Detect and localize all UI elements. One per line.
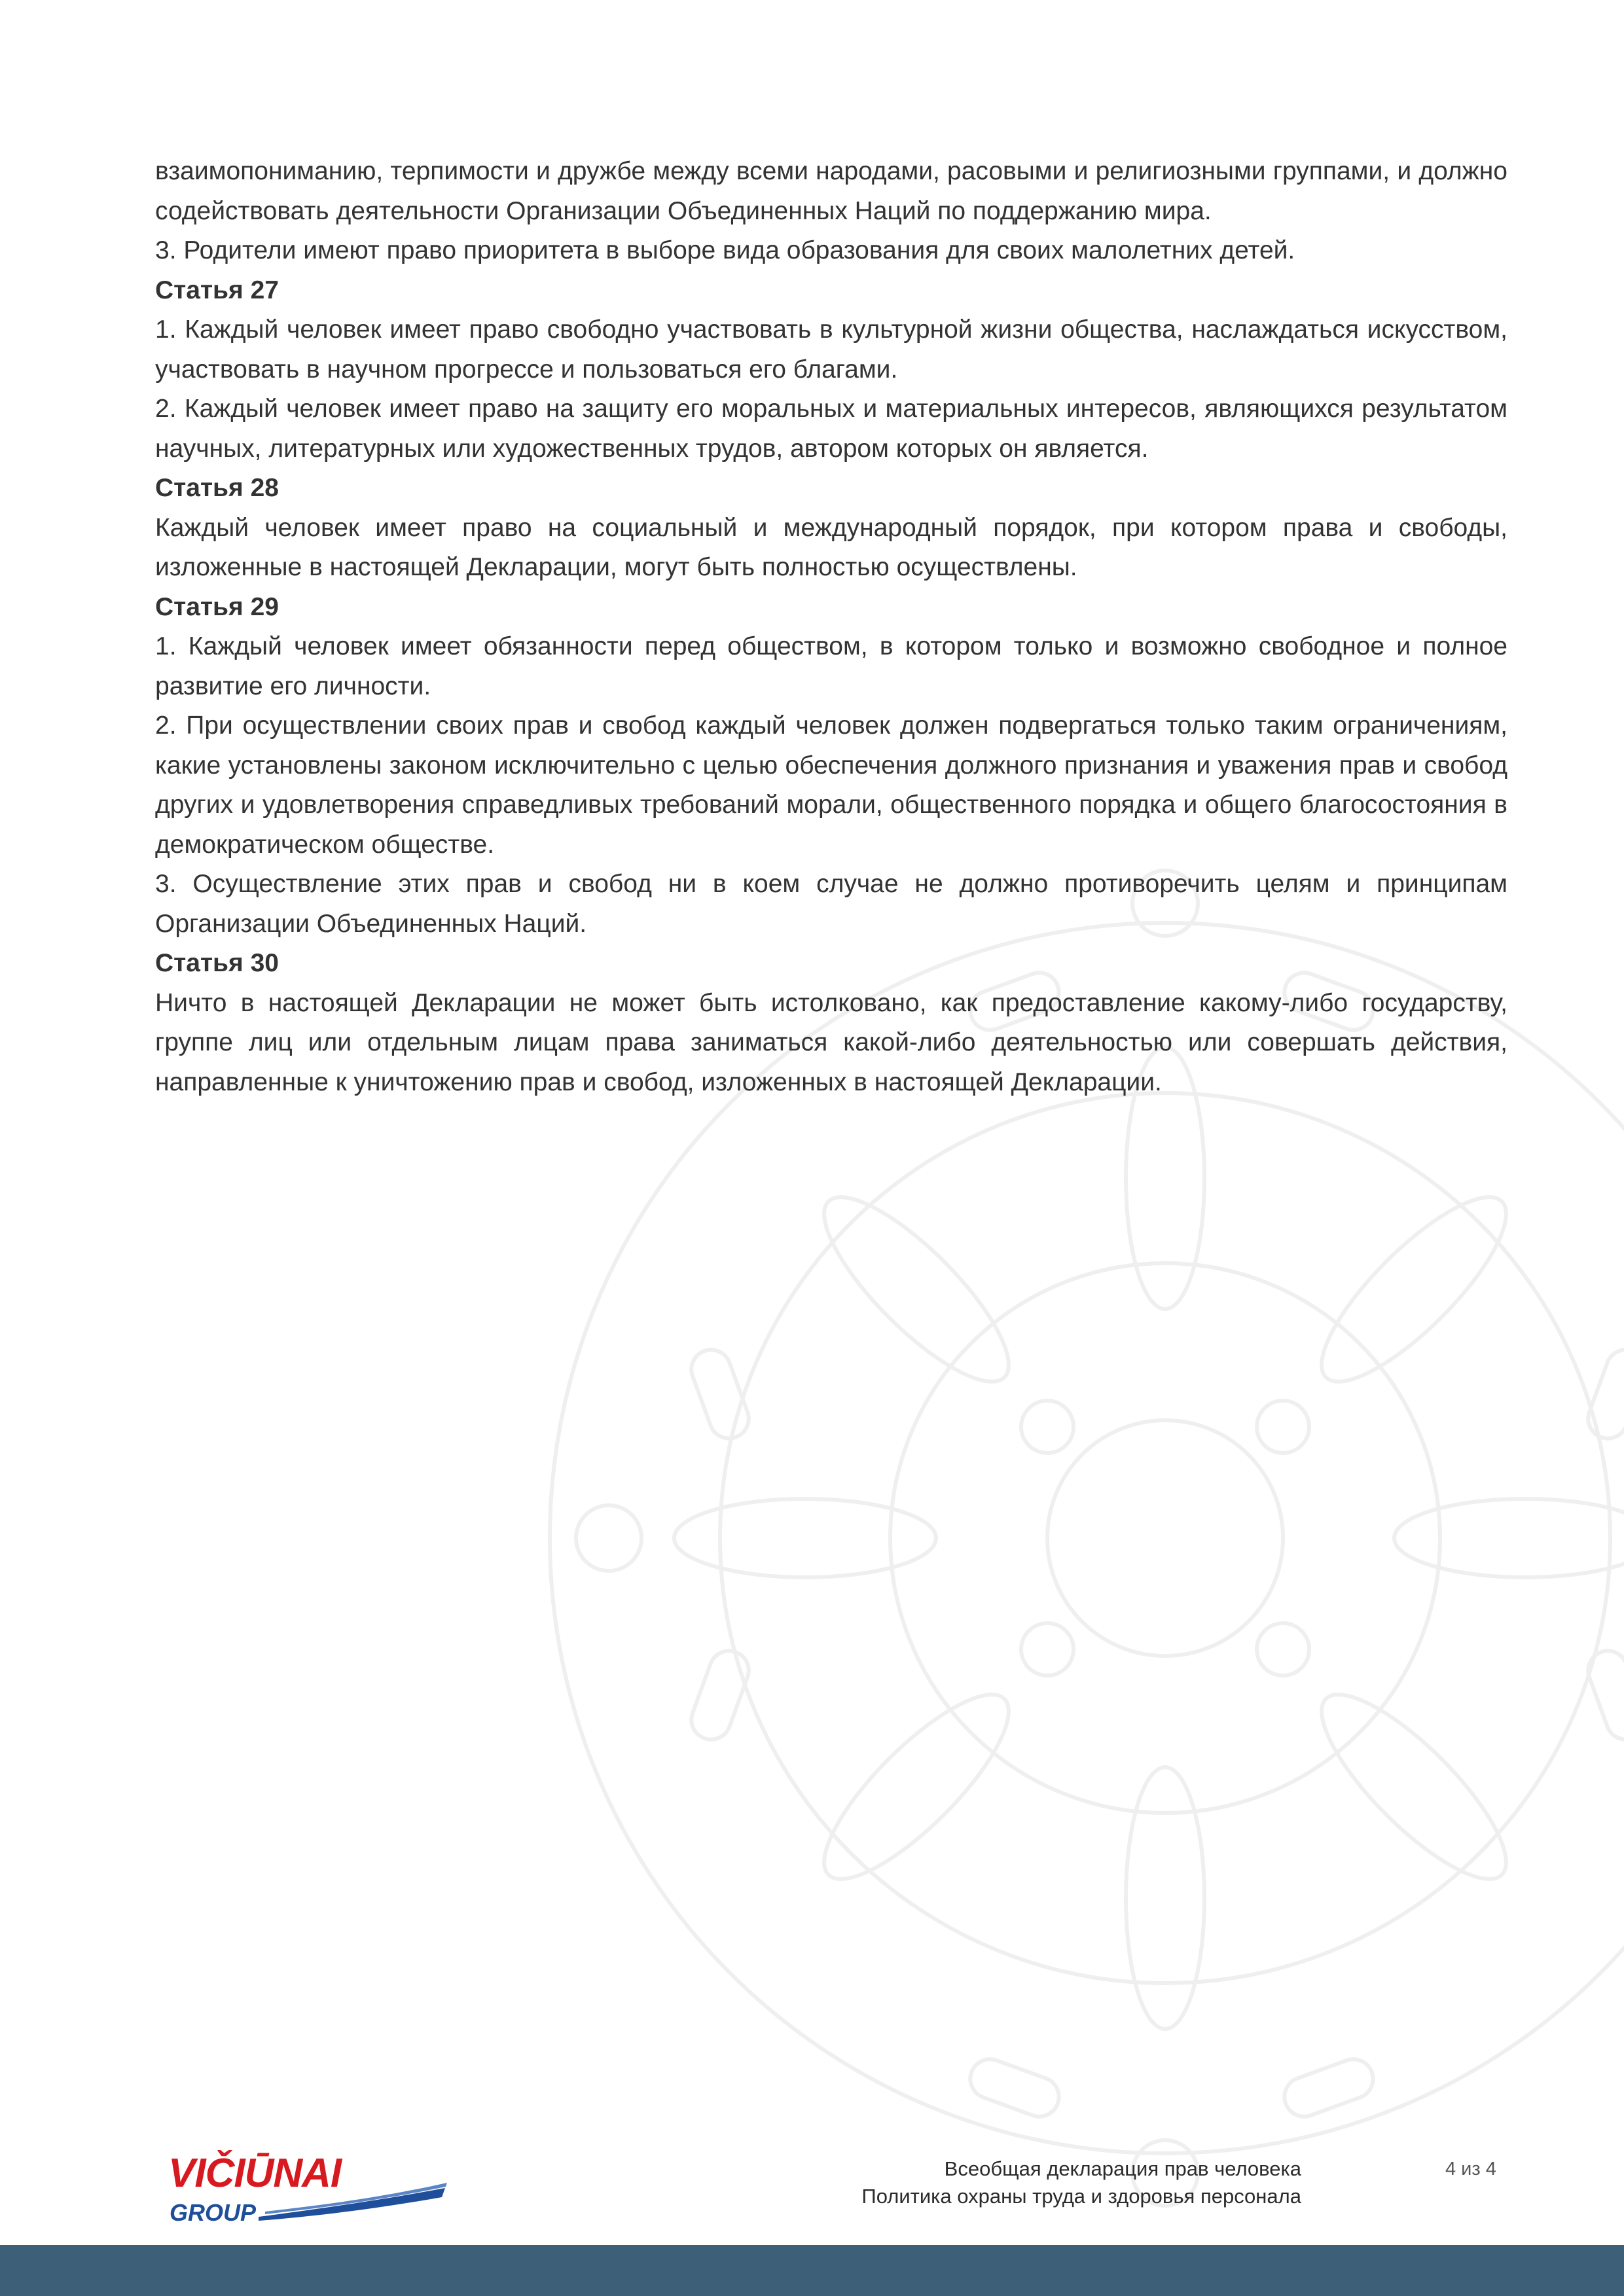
paragraph: 2. Каждый человек имеет право на защиту его моральных и материальных интересов, являющихся результатом научных, литературных или художественных трудов, автором которых он является. <box>155 395 1507 463</box>
paragraph: Каждый человек имеет право на социальный и международный порядок, при котором права и свободы, изложенные в настоящей Декларации, могут быть полностью осуществлены. <box>155 513 1507 581</box>
document-body <box>155 152 1507 1102</box>
document-title <box>861 2155 1301 2210</box>
paragraph: Ничто в настоящей Декларации не может быть истолковано, как предоставление какому-либо государству, группе лиц или отдельным лицам права заниматься какой-либо деятельностью или совершать действия, направленные к уничтожению прав и свобод, изложенных в настоящей Декларации. <box>155 988 1507 1096</box>
paragraph: 1. Каждый человек имеет право свободно участвовать в культурной жизни общества, наслаждаться искусством, участвовать в научном прогрессе и пользоваться его благами. <box>155 315 1507 384</box>
paragraph: 1. Каждый человек имеет обязанности перед обществом, в котором только и возможно свободное и полное развитие его личности. <box>155 632 1507 700</box>
article-heading: Статья 30 <box>155 949 280 977</box>
page-number: 4 из 4 <box>1445 2159 1496 2179</box>
footer-bar <box>0 2245 1624 2296</box>
document-title-line: Всеобщая декларация прав человека <box>944 2157 1301 2180</box>
document-subtitle-line: Политика охраны труда и здоровья персонала <box>861 2185 1301 2208</box>
paragraph: взаимопониманию, терпимости и дружбе между всеми народами, расовыми и религиозными группами, и должно содействовать деятельности Организации Объединенных Наций по поддержанию мира. <box>155 157 1507 225</box>
paragraph: 3. Родители имеют право приоритета в выборе вида образования для своих малолетних детей. <box>155 236 1295 264</box>
svg-text:GROUP: GROUP <box>170 2199 257 2226</box>
paragraph: 2. При осуществлении своих прав и свобод каждый человек должен подвергаться только таким ограничениям, какие установлены законом исключительно с целью обеспечения должного признания и уважения прав и свобод других и удовлетворения справедливых требований морали, общественного порядка и общего благосостояния в демократическом обществе. <box>155 711 1507 859</box>
svg-text:VIČIŪNAI: VIČIŪNAI <box>168 2151 342 2196</box>
vici-unai-group-logo <box>167 2149 448 2227</box>
article-heading: Статья 27 <box>155 276 280 304</box>
paragraph: 3. Осуществление этих прав и свобод ни в коем случае не должно противоречить целям и принципам Организации Объединенных Наций. <box>155 870 1507 938</box>
article-heading: Статья 28 <box>155 474 280 502</box>
article-heading: Статья 29 <box>155 592 280 621</box>
